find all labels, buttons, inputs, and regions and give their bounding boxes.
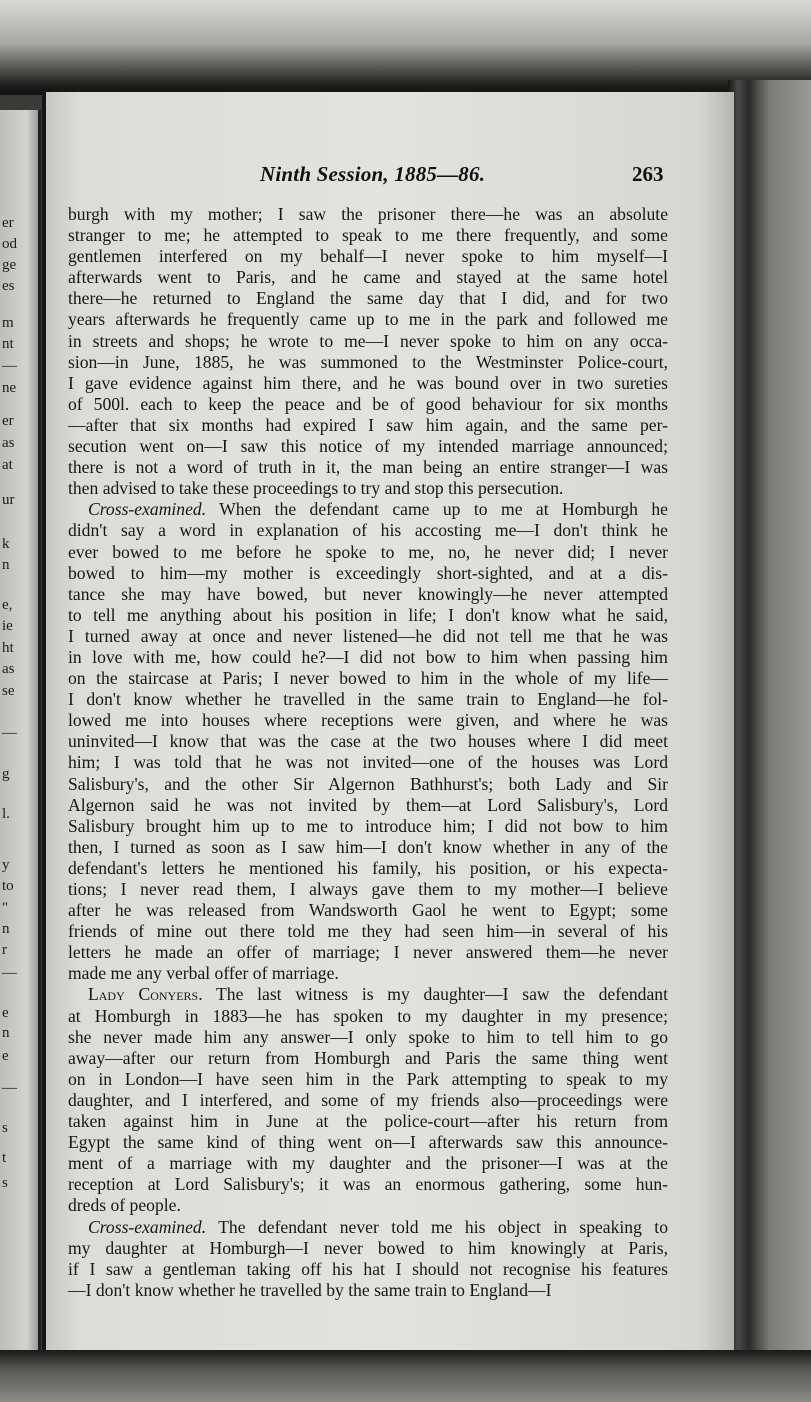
page-number: 263 <box>632 162 664 186</box>
facing-page-edge <box>0 110 41 1350</box>
text-line: afterwards went to Paris, and he came and stayed at the same hotel <box>68 267 668 288</box>
text-line: Algernon said he was not invited by them—at Lord Salisbury's, Lord <box>68 794 668 815</box>
speaker-lead: Cross-examined. <box>88 1216 207 1237</box>
text-line: ment of a marriage with my daughter and the prisoner—I was at the <box>68 1153 668 1174</box>
text-line: made me any verbal offer of marriage. <box>68 963 339 984</box>
text-line: gentlemen interfered on my behalf—I never spoke to him myself—I <box>68 246 668 267</box>
text-line: uninvited—I know that was the case at the two houses where I did meet <box>68 731 668 752</box>
text-line <box>68 499 668 520</box>
text-line: him; I was told that he was not invited—one of the houses was Lord <box>68 752 668 773</box>
text-line: sion—in June, 1885, he was summoned to the Westminster Police-court, <box>68 351 668 372</box>
facing-page-fragment: k <box>2 536 10 552</box>
facing-page-fragment: e, <box>2 597 13 613</box>
text-line: letters he made an offer of marriage; I never answered them—he never <box>68 942 668 963</box>
text-line: didn't say a word in explanation of his accosting me—I don't think he <box>68 520 668 541</box>
text-line: if I saw a gentleman taking off his hat I should not recognise his features <box>68 1258 668 1279</box>
text-line: I don't know whether he travelled in the same train to England—he fol- <box>68 689 668 710</box>
text-line: burgh with my mother; I saw the prisoner there—he was an absolute <box>68 204 668 224</box>
facing-page-fragment: ht <box>2 640 14 656</box>
text-line: I turned away at once and never listened—he did not tell me that he was <box>68 625 668 646</box>
facing-page-fragment: r <box>2 942 7 958</box>
facing-page-fragment: od <box>2 236 17 252</box>
facing-page-fragment: ur <box>2 492 15 508</box>
line-text: When the defendant came up to me at Homburgh he <box>206 499 668 520</box>
facing-page-fragment: l. <box>2 806 10 822</box>
text-line: lowed me into houses where receptions were given, and where he was <box>68 710 668 731</box>
text-line: tions; I never read them, I always gave them to my mother—I believe <box>68 879 668 899</box>
text-line: away—after our return from Homburgh and Paris the same thing went <box>68 1047 668 1068</box>
text-line: dreds of people. <box>68 1195 181 1216</box>
session-title: Ninth Session, 1885—86. <box>260 162 486 186</box>
facing-page-fragment: — <box>2 1080 17 1096</box>
text-line: friends of mine out there told me they had seen him—in several of his <box>68 921 668 942</box>
facing-page-fragment: y <box>2 857 10 873</box>
facing-page-fragment: nt <box>2 336 14 352</box>
facing-page-fragment: — <box>2 965 17 981</box>
facing-page-fragment: at <box>2 457 13 473</box>
scan-background-bottom <box>0 1350 811 1402</box>
facing-page-fragment: as <box>2 661 15 677</box>
facing-page-fragment: ge <box>2 257 17 273</box>
text-line: my daughter at Homburgh—I never bowed to him knowingly at Paris, <box>68 1237 668 1258</box>
facing-page-fragment: to <box>2 878 14 894</box>
facing-page-fragment: g <box>2 766 10 782</box>
text-line: —I don't know whether he travelled by the same train to England—I <box>68 1279 552 1300</box>
text-line: Salisbury brought him up to me to introduce him; I did not bow to him <box>68 815 668 836</box>
facing-page-fragment: s <box>2 1120 8 1136</box>
text-line: at Homburgh in 1883—he has spoken to my daughter in my presence; <box>68 1005 668 1026</box>
text-line: in love with me, how could he?—I did not bow to him when passing him <box>68 646 668 667</box>
book-binding-edge <box>728 80 811 1360</box>
text-line: there is not a word of truth in it, the man being an entire stranger—I was <box>68 457 668 478</box>
text-line: taken against him in June at the police-court—after his return from <box>68 1111 668 1132</box>
facing-page-fragment: t <box>2 1150 7 1166</box>
text-line: in streets and shops; he wrote to me—I never spoke to him on any occa- <box>68 330 668 351</box>
paragraph <box>68 499 668 984</box>
text-line: bowed to him—my mother is exceedingly short-sighted, and at a dis- <box>68 562 668 583</box>
facing-page-fragment: — <box>2 358 17 374</box>
text-line: Salisbury's, and the other Sir Algernon Bathhurst's; both Lady and Sir <box>68 773 668 794</box>
book-page <box>42 92 734 1350</box>
facing-page-fragment: " <box>2 900 9 916</box>
facing-page-fragment: s <box>2 1175 8 1191</box>
text-line: on the staircase at Paris; I never bowed to him in the whole of my life— <box>68 668 668 689</box>
facing-page-fragment: er <box>2 413 14 429</box>
text-line: defendant's letters he mentioned his family, his position, or his expecta- <box>68 857 668 878</box>
facing-page-fragment: as <box>2 435 15 451</box>
facing-page-fragment: se <box>2 683 15 699</box>
paragraph <box>68 984 668 1216</box>
text-line: daughter, and I interfered, and some of my friends also—proceedings were <box>68 1089 668 1110</box>
facing-page-fragment: — <box>2 725 17 741</box>
text-line: —after that six months had expired I saw him again, and the same per- <box>68 414 668 435</box>
facing-page-fragment: er <box>2 215 14 231</box>
facing-page-fragment: n <box>2 921 10 937</box>
paragraph <box>68 1217 668 1301</box>
text-line: reception at Lord Salisbury's; it was an enormous gathering, some hun- <box>68 1174 668 1195</box>
facing-page-fragment: ie <box>2 618 13 634</box>
text-line: then, I turned as soon as I saw him—I don't know whether in any of the <box>68 836 668 857</box>
text-line: Egypt the same kind of thing went on—I afterwards saw this announce- <box>68 1132 668 1153</box>
text-line <box>68 984 668 1005</box>
text-line: she never made him any answer—I only spoke to him to tell him to go <box>68 1026 668 1047</box>
text-line: after he was released from Wandsworth Gaol he went to Egypt; some <box>68 900 668 921</box>
text-line: there—he returned to England the same day that I did, and for two <box>68 288 668 309</box>
facing-page-fragment: m <box>2 315 14 331</box>
scan-background-top <box>0 0 811 95</box>
text-line: of 500l. each to keep the peace and be of good behaviour for six months <box>68 393 668 414</box>
text-line <box>68 1217 668 1238</box>
speaker-lead: Lady Conyers. <box>88 984 203 1005</box>
running-head <box>46 162 726 192</box>
paragraph <box>68 204 668 499</box>
text-line: then advised to take these proceedings to try and stop this persecution. <box>68 478 564 499</box>
text-line: to tell me anything about his position in life; I don't know what he said, <box>68 604 668 625</box>
speaker-lead: Cross-examined. <box>88 499 207 520</box>
facing-page-fragment: n <box>2 557 10 573</box>
text-line: stranger to me; he attempted to speak to me there frequently, and some <box>68 225 668 246</box>
text-line: I gave evidence against him there, and he was bound over in two sureties <box>68 372 668 393</box>
text-line: tance she may have bowed, but never knowingly—he never attempted <box>68 583 668 604</box>
text-line: on in London—I have seen him in the Park attempting to speak to my <box>68 1068 668 1089</box>
body-text <box>68 204 668 1301</box>
line-text: The defendant never told me his object in speaking to <box>206 1216 668 1237</box>
line-text: The last witness is my daughter—I saw the defendant <box>202 984 668 1005</box>
text-line: years afterwards he frequently came up to me in the park and followed me <box>68 309 668 330</box>
facing-page-fragment: es <box>2 278 15 294</box>
facing-page-fragment: e <box>2 1048 9 1064</box>
text-line: ever bowed to me before he spoke to me, no, he never did; I never <box>68 541 668 562</box>
text-line: secution went on—I saw this notice of my intended marriage announced; <box>68 436 668 457</box>
facing-page-fragment: ne <box>2 380 17 396</box>
facing-page-fragment: e <box>2 1005 9 1021</box>
facing-page-fragment: n <box>2 1025 10 1041</box>
